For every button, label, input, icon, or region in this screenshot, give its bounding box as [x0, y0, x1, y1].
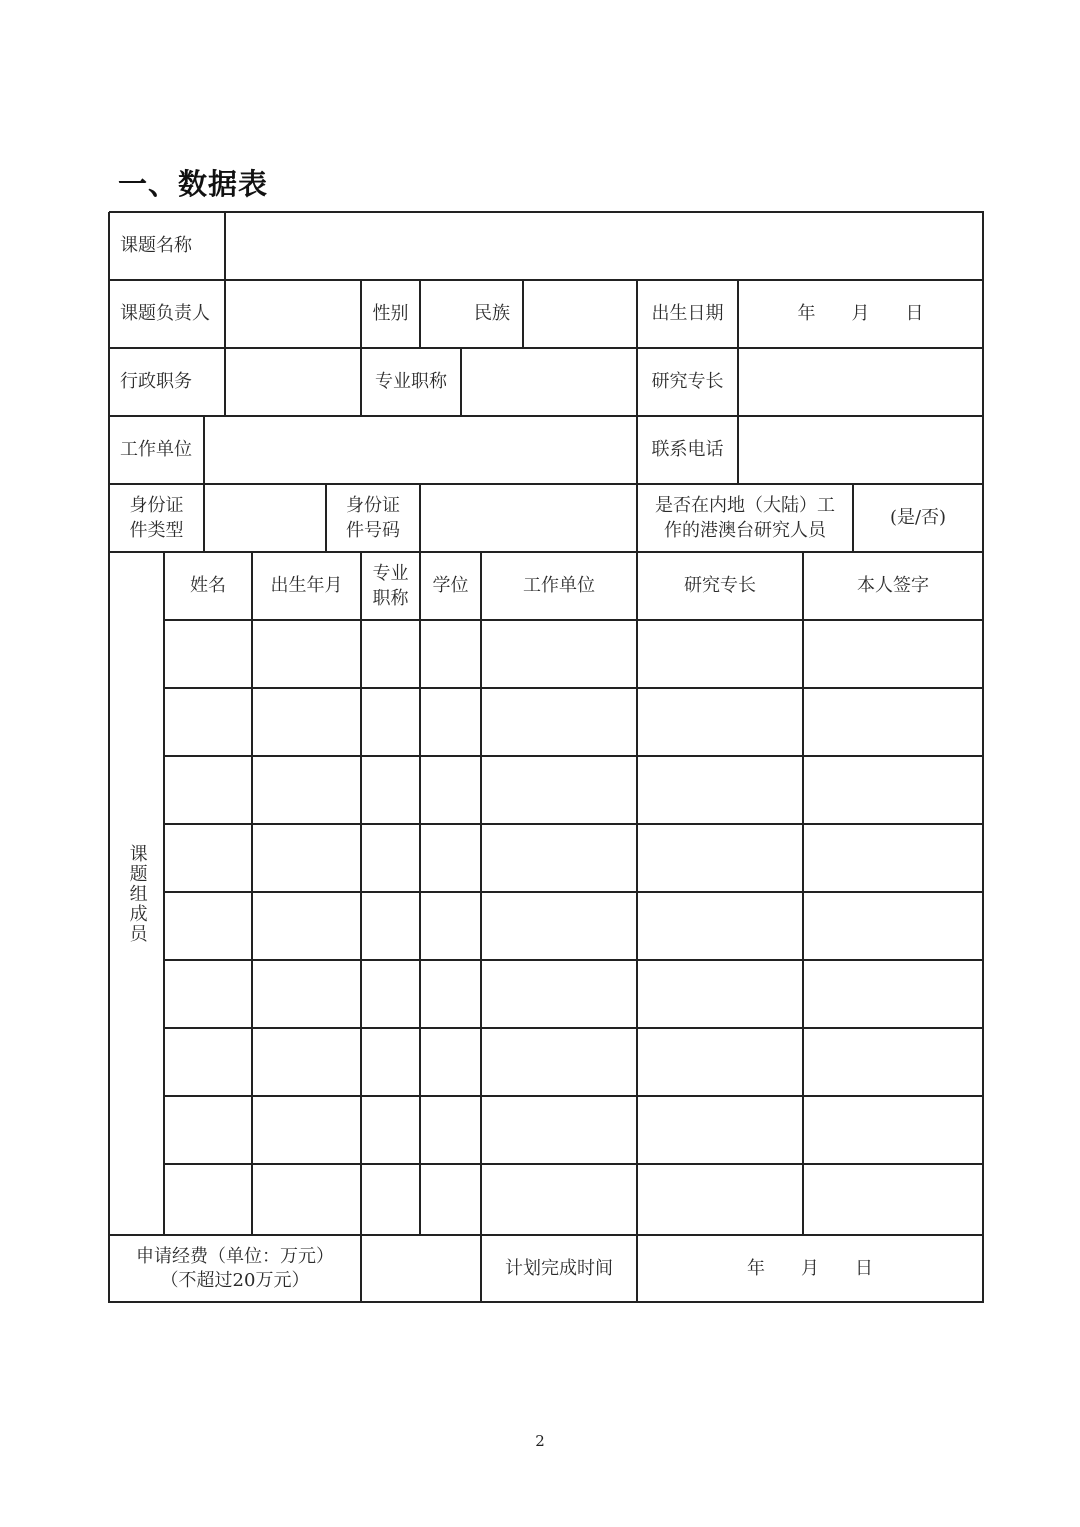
completion-label: 计划完成时间 — [505, 1257, 613, 1279]
members-header-birth: 出生年月 — [270, 575, 343, 597]
members-header-name: 姓名 — [190, 575, 226, 597]
leader-label: 课题负责人 — [120, 303, 210, 325]
leader-field[interactable] — [225, 281, 360, 348]
table-rule — [203, 484, 205, 552]
table-rule — [109, 211, 984, 213]
table-rule — [164, 687, 983, 689]
hk-macau-tw-label: 是否在内地（大陆）工 作的港澳台研究人员 — [655, 495, 835, 541]
members-header-title: 专业 职称 — [372, 563, 409, 609]
table-rule — [251, 552, 253, 1235]
ethnicity-label: 民族 — [474, 303, 510, 325]
table-rule — [360, 348, 362, 416]
work-unit-field[interactable] — [204, 417, 637, 484]
table-rule — [460, 348, 462, 416]
work-unit-label: 工作单位 — [120, 439, 192, 461]
table-rule — [164, 823, 983, 825]
table-rule — [480, 552, 482, 1235]
research-specialty-field[interactable] — [738, 349, 983, 416]
table-rule — [109, 1301, 984, 1303]
table-rule — [982, 212, 984, 1303]
table-rule — [360, 1235, 362, 1302]
page-number: 2 — [535, 1432, 545, 1450]
table-rule — [109, 1234, 983, 1236]
members-header-signature: 本人签字 — [857, 575, 929, 597]
table-rule — [522, 280, 524, 348]
professional-title-label: 专业职称 — [375, 371, 447, 393]
table-rule — [109, 415, 983, 417]
table-rule — [109, 279, 983, 281]
table-rule — [164, 1027, 983, 1029]
table-rule — [480, 1235, 482, 1302]
members-header-degree: 学位 — [432, 575, 469, 597]
table-rule — [325, 484, 327, 552]
table-rule — [108, 212, 110, 1303]
table-rule — [164, 619, 983, 621]
phone-field[interactable] — [738, 417, 983, 484]
table-rule — [636, 1235, 638, 1302]
table-rule — [224, 348, 226, 416]
table-rule — [419, 280, 421, 348]
table-rule — [164, 1095, 983, 1097]
table-rule — [852, 484, 854, 552]
project-name-label: 课题名称 — [120, 235, 192, 257]
hk-macau-tw-field[interactable]: (是/否) — [889, 507, 947, 529]
table-rule — [636, 348, 638, 416]
table-rule — [636, 484, 638, 552]
table-rule — [636, 552, 638, 1235]
table-rule — [737, 280, 739, 348]
id-number-field[interactable] — [420, 485, 637, 552]
table-rule — [737, 416, 739, 484]
ethnicity-field[interactable] — [523, 281, 637, 348]
table-rule — [164, 891, 983, 893]
table-rule — [164, 1163, 983, 1165]
table-rule — [360, 552, 362, 1235]
table-rule — [636, 416, 638, 484]
admin-position-label: 行政职务 — [120, 371, 192, 393]
table-rule — [224, 280, 226, 348]
birth-date-label: 出生日期 — [651, 303, 724, 325]
table-rule — [419, 552, 421, 1235]
table-rule — [203, 416, 205, 484]
members-label: 课题组成员 — [126, 844, 148, 944]
research-specialty-label: 研究专长 — [651, 371, 724, 393]
project-name-field[interactable] — [225, 213, 983, 280]
table-rule — [164, 959, 983, 961]
gender-label: 性别 — [372, 303, 409, 325]
page-title: 一、数据表 — [118, 167, 269, 201]
table-rule — [224, 212, 226, 280]
birth-date-field[interactable]: 年 月 日 — [797, 303, 924, 325]
id-type-field[interactable] — [204, 485, 326, 552]
table-rule — [419, 484, 421, 552]
table-rule — [737, 348, 739, 416]
admin-position-field[interactable] — [225, 349, 360, 416]
table-rule — [109, 347, 983, 349]
professional-title-field[interactable] — [461, 349, 637, 416]
table-rule — [636, 280, 638, 348]
id-type-label: 身份证 件类型 — [129, 495, 184, 541]
members-header-work-unit: 工作单位 — [523, 575, 595, 597]
members-header-specialty: 研究专长 — [684, 575, 756, 597]
funding-field[interactable] — [361, 1236, 481, 1302]
gender-field[interactable] — [420, 281, 461, 348]
table-rule — [163, 552, 165, 1235]
phone-label: 联系电话 — [651, 439, 724, 461]
table-rule — [164, 755, 983, 757]
completion-field[interactable]: 年 月 日 — [747, 1257, 873, 1279]
funding-label: 申请经费（单位：万元） （不超过20万元） — [136, 1245, 334, 1291]
table-rule — [360, 280, 362, 348]
table-rule — [802, 552, 804, 1235]
id-number-label: 身份证 件号码 — [346, 495, 400, 541]
